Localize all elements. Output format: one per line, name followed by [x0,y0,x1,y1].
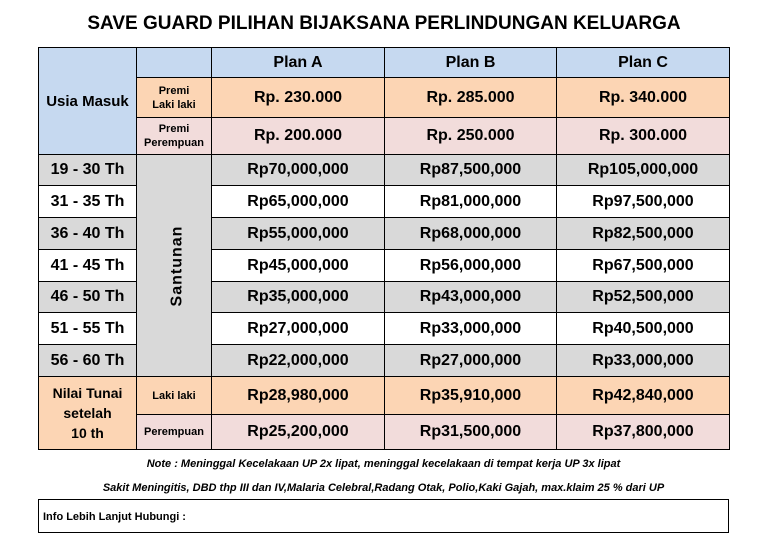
premi-female-plan-b: Rp. 250.000 [385,118,557,155]
santunan-value: Rp81,000,000 [385,186,557,218]
age-range: 19 - 30 Th [39,155,137,186]
age-range: 41 - 45 Th [39,250,137,282]
age-range: 36 - 40 Th [39,218,137,250]
santunan-value: Rp105,000,000 [557,155,730,186]
premi-female-plan-a: Rp. 200.000 [212,118,385,155]
age-range: 46 - 50 Th [39,282,137,313]
info-contact-box: Info Lebih Lanjut Hubungi : [38,499,729,533]
santunan-value: Rp82,500,000 [557,218,730,250]
santunan-value: Rp52,500,000 [557,282,730,313]
age-range: 56 - 60 Th [39,345,137,377]
usia-masuk-header: Usia Masuk [39,48,137,155]
premi-male-plan-a: Rp. 230.000 [212,78,385,118]
blank-header-cell [137,48,212,78]
santunan-value: Rp45,000,000 [212,250,385,282]
santunan-value: Rp35,000,000 [212,282,385,313]
santunan-value: Rp65,000,000 [212,186,385,218]
premi-female-plan-c: Rp. 300.000 [557,118,730,155]
santunan-label-cell [137,155,212,377]
nilai-tunai-male-plan-b: Rp35,910,000 [385,377,557,415]
age-range: 31 - 35 Th [39,186,137,218]
nilai-tunai-female-label: Perempuan [137,415,212,450]
santunan-value: Rp67,500,000 [557,250,730,282]
santunan-value: Rp55,000,000 [212,218,385,250]
insurance-plan-table [38,47,730,450]
plan-c-header: Plan C [557,48,730,78]
note-line-2: Sakit Meningitis, DBD thp III dan IV,Malaria Celebral,Radang Otak, Polio,Kaki Gajah, max.klaim 25 % dari UP [102,482,665,494]
santunan-value: Rp27,000,000 [385,345,557,377]
nilai-tunai-female-plan-a: Rp25,200,000 [212,415,385,450]
nilai-tunai-female-plan-b: Rp31,500,000 [385,415,557,450]
santunan-value: Rp56,000,000 [385,250,557,282]
premi-female-label: Premi Perempuan [137,118,212,155]
santunan-value: Rp68,000,000 [385,218,557,250]
note-line-1: Note : Meninggal Kecelakaan UP 2x lipat, meninggal kecelakaan di tempat kerja UP 3x lipat [146,458,621,470]
premi-male-label: Premi Laki laki [137,78,212,118]
santunan-value: Rp27,000,000 [212,313,385,345]
santunan-value: Rp43,000,000 [385,282,557,313]
santunan-value: Rp70,000,000 [212,155,385,186]
nilai-tunai-male-plan-c: Rp42,840,000 [557,377,730,415]
nilai-tunai-label: Nilai Tunai setelah 10 th [39,377,137,450]
page-title: SAVE GUARD PILIHAN BIJAKSANA PERLINDUNGAN KELUARGA [87,13,681,34]
age-range: 51 - 55 Th [39,313,137,345]
plan-a-header: Plan A [212,48,385,78]
santunan-value: Rp33,000,000 [385,313,557,345]
premi-male-plan-c: Rp. 340.000 [557,78,730,118]
nilai-tunai-male-plan-a: Rp28,980,000 [212,377,385,415]
santunan-value: Rp40,500,000 [557,313,730,345]
santunan-value: Rp97,500,000 [557,186,730,218]
santunan-value: Rp87,500,000 [385,155,557,186]
plan-b-header: Plan B [385,48,557,78]
premi-male-plan-b: Rp. 285.000 [385,78,557,118]
nilai-tunai-male-label: Laki laki [137,377,212,415]
santunan-value: Rp33,000,000 [557,345,730,377]
nilai-tunai-female-plan-c: Rp37,800,000 [557,415,730,450]
santunan-value: Rp22,000,000 [212,345,385,377]
santunan-label: Santunan [168,225,186,306]
